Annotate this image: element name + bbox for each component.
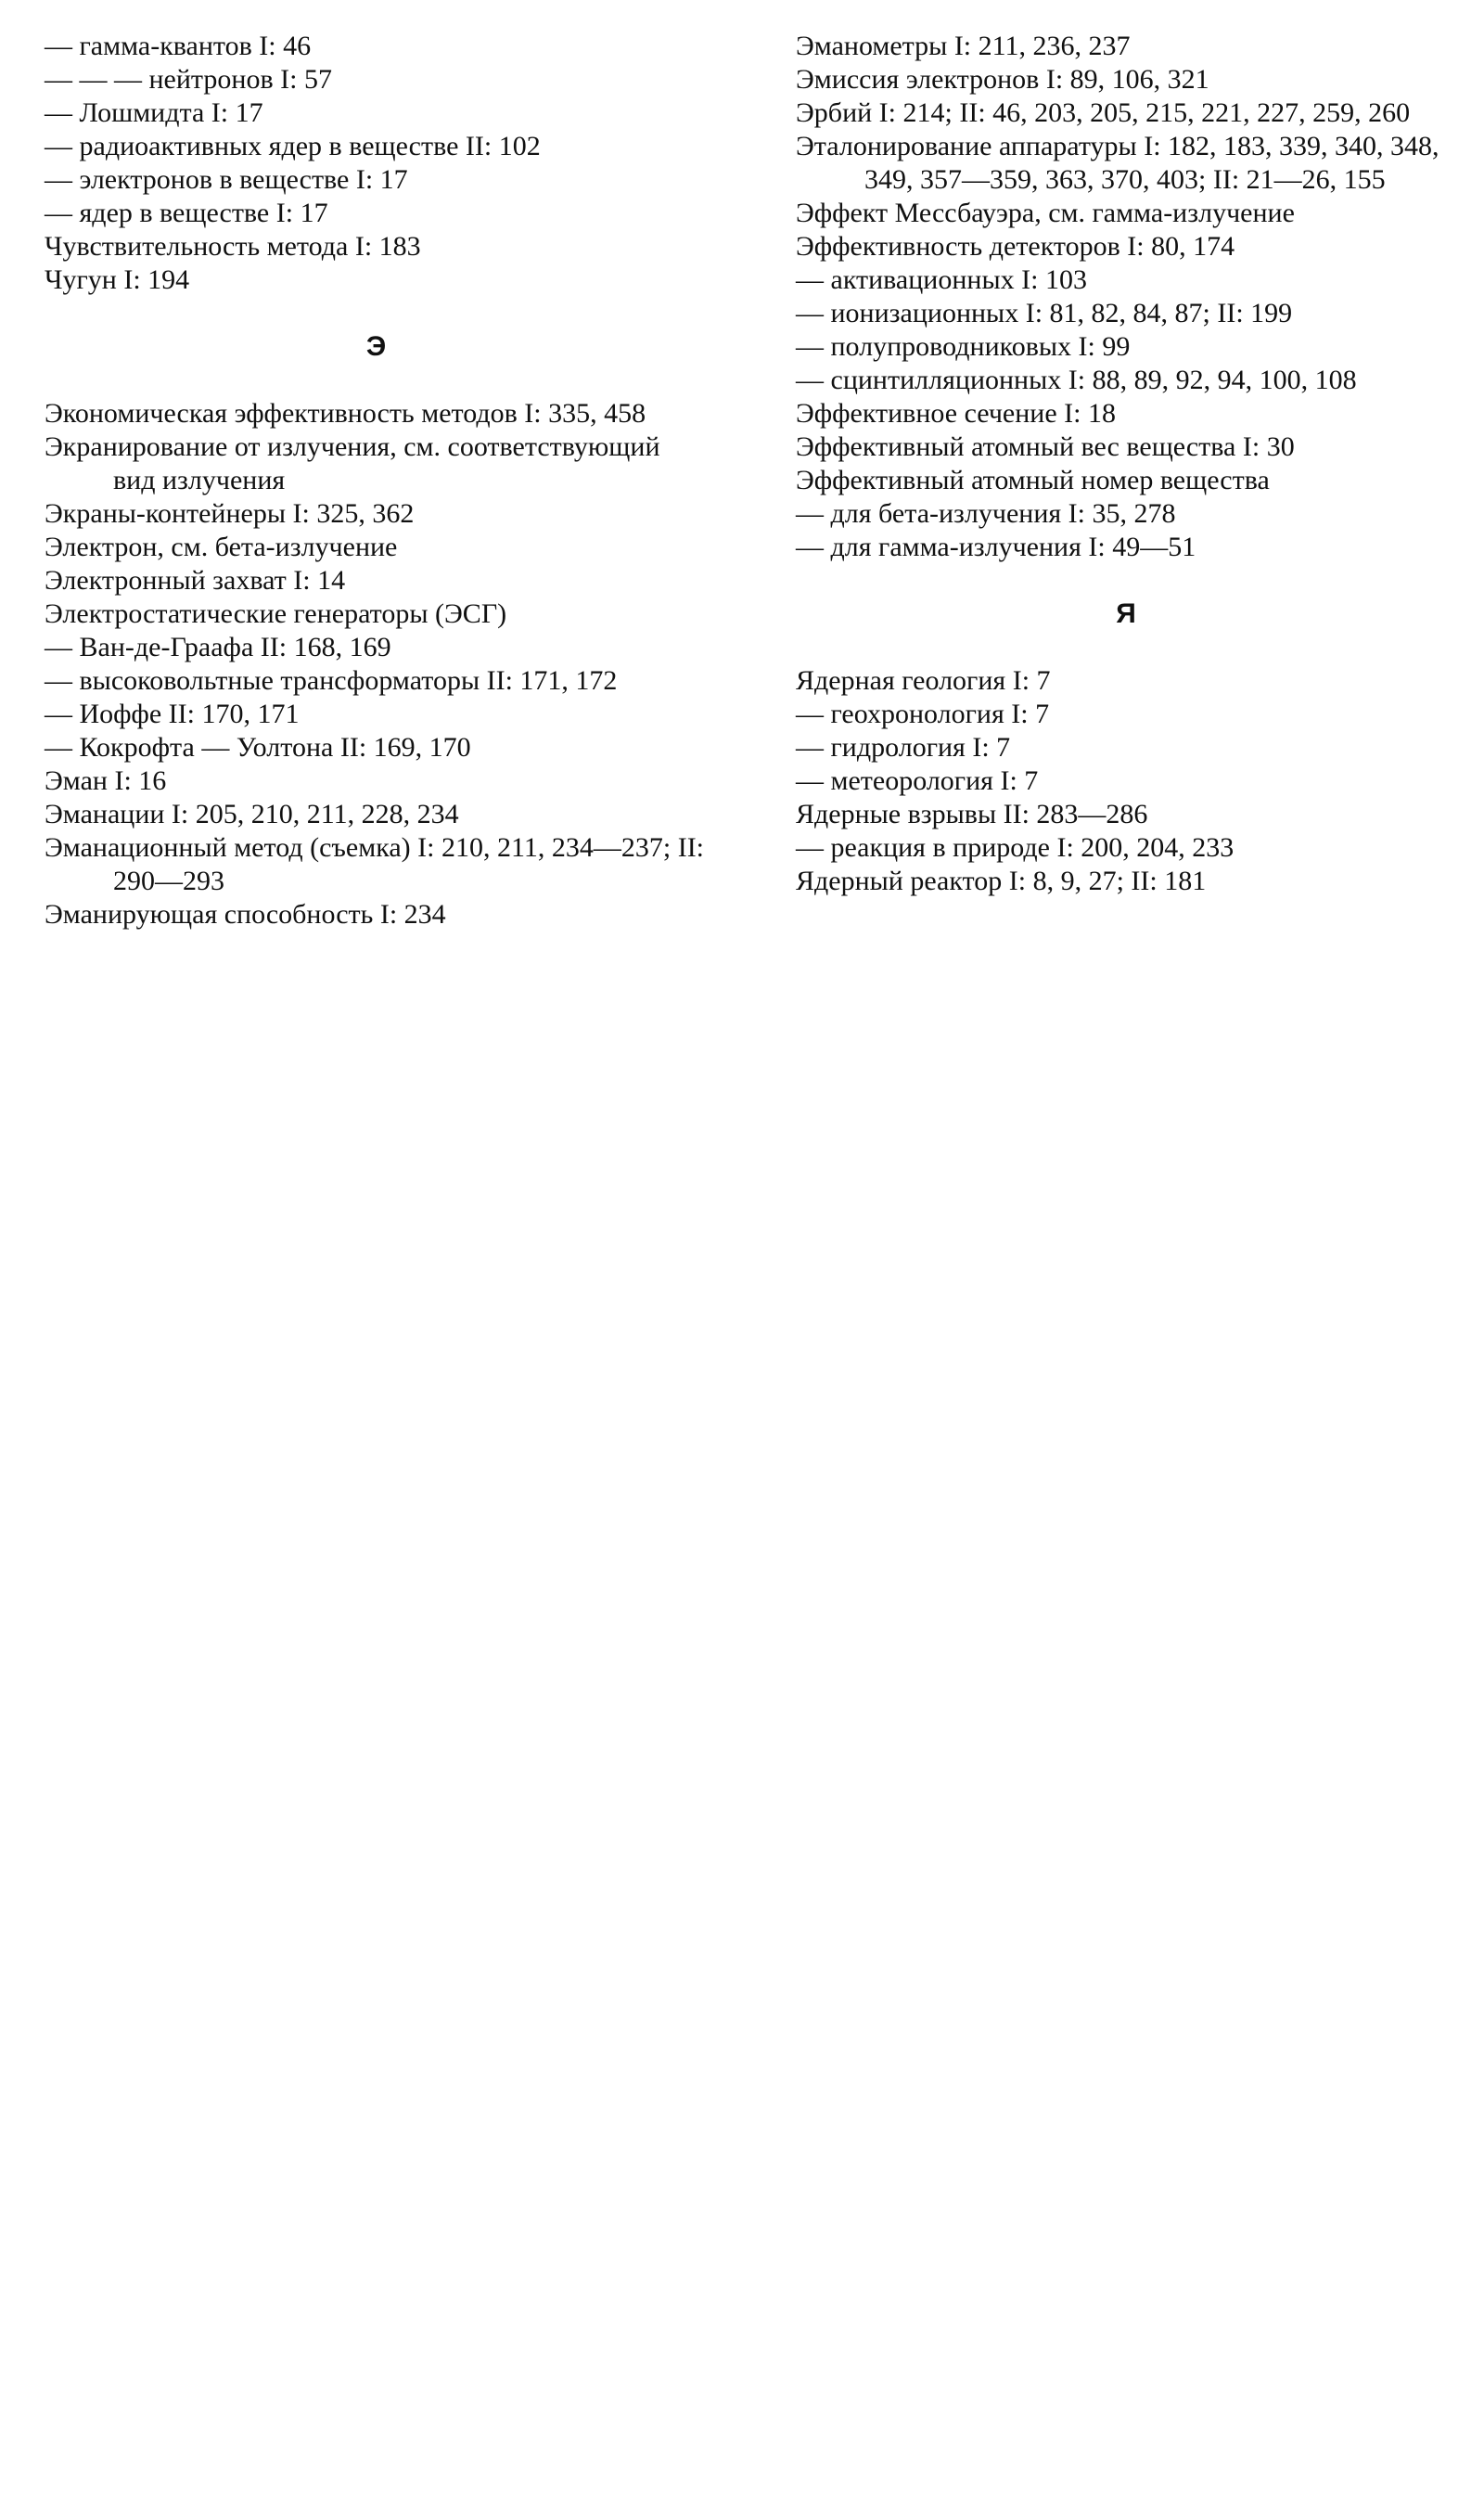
index-entry: Эманирующая способность I: 234: [45, 899, 446, 930]
index-entry: Эффект Мессбауэра, см. гамма-излучение: [796, 198, 1295, 228]
index-entry: Электростатические генераторы (ЭСГ): [45, 598, 507, 629]
index-entry: — электронов в веществе I: 17: [45, 164, 408, 195]
index-entry: Эффективный атомный номер вещества: [796, 465, 1270, 495]
index-entry: — сцинтилляционных I: 88, 89, 92, 94, 100, 108: [796, 365, 1357, 395]
index-entry: — Ван-де-Граафа II: 168, 169: [45, 632, 391, 662]
index-entry: — Лошмидта I: 17: [45, 97, 263, 128]
index-entry: Ядерная геология I: 7: [796, 665, 1051, 696]
index-entry: Эманации I: 205, 210, 211, 228, 234: [45, 799, 459, 829]
index-entry: — геохронология I: 7: [796, 699, 1050, 729]
index-entry: Чувствительность метода I: 183: [45, 231, 421, 262]
index-entry: Экраны-контейнеры I: 325, 362: [45, 498, 415, 529]
index-entry: Экономическая эффективность методов I: 335, 458: [45, 398, 646, 429]
right-column: [796, 30, 1456, 898]
index-entry: — гамма-квантов I: 46: [45, 31, 312, 61]
index-entry: — гидрология I: 7: [796, 732, 1011, 763]
index-entry: Ядерный реактор I: 8, 9, 27; II: 181: [796, 866, 1207, 896]
index-entry: Чугун I: 194: [45, 264, 190, 295]
index-entry: — активационных I: 103: [796, 264, 1087, 295]
index-entry: — ядер в веществе I: 17: [45, 198, 328, 228]
index-entry: — радиоактивных ядер в веществе II: 102: [45, 131, 541, 161]
index-entry: Эффективное сечение I: 18: [796, 398, 1116, 429]
index-entry: Экранирование от излучения, см. соответствующий вид излучения: [45, 431, 660, 495]
section-letter-e: Э: [365, 331, 387, 362]
section-letter-ya: Я: [1116, 598, 1136, 629]
index-entry: — — — нейтронов I: 57: [45, 64, 332, 95]
left-column: [45, 30, 708, 931]
index-entry: — для гамма-излучения I: 49—51: [796, 532, 1196, 562]
index-entry: Эффективный атомный вес вещества I: 30: [796, 431, 1295, 462]
index-entry: Эманометры I: 211, 236, 237: [796, 31, 1131, 61]
index-entry: Эмиссия электронов I: 89, 106, 321: [796, 64, 1209, 95]
index-entry: Эталонирование аппаратуры I: 182, 183, 339, 340, 348, 349, 357—359, 363, 370, 403; II: 21—26, 155: [796, 131, 1439, 195]
index-entry: — Кокрофта — Уолтона II: 169, 170: [45, 732, 471, 763]
index-entry: — ионизационных I: 81, 82, 84, 87; II: 199: [796, 298, 1293, 328]
index-entry: — Иоффе II: 170, 171: [45, 699, 300, 729]
index-entry: — полупроводниковых I: 99: [796, 331, 1131, 362]
index-entry: Эманационный метод (съемка) I: 210, 211, 234—237; II: 290—293: [45, 832, 705, 896]
index-entry: — метеорология I: 7: [796, 765, 1039, 796]
index-entry: — высоковольтные трансформаторы II: 171, 172: [45, 665, 618, 696]
index-entry: Эрбий I: 214; II: 46, 203, 205, 215, 221, 227, 259, 260: [796, 97, 1411, 128]
index-entry: Эффективность детекторов I: 80, 174: [796, 231, 1235, 262]
index-entry: Ядерные взрывы II: 283—286: [796, 799, 1148, 829]
index-entry: Электронный захват I: 14: [45, 565, 346, 596]
index-entry: — для бета-излучения I: 35, 278: [796, 498, 1176, 529]
index-entry: Эман I: 16: [45, 765, 167, 796]
index-entry: Электрон, см. бета-излучение: [45, 532, 398, 562]
index-entry: — реакция в природе I: 200, 204, 233: [796, 832, 1235, 863]
